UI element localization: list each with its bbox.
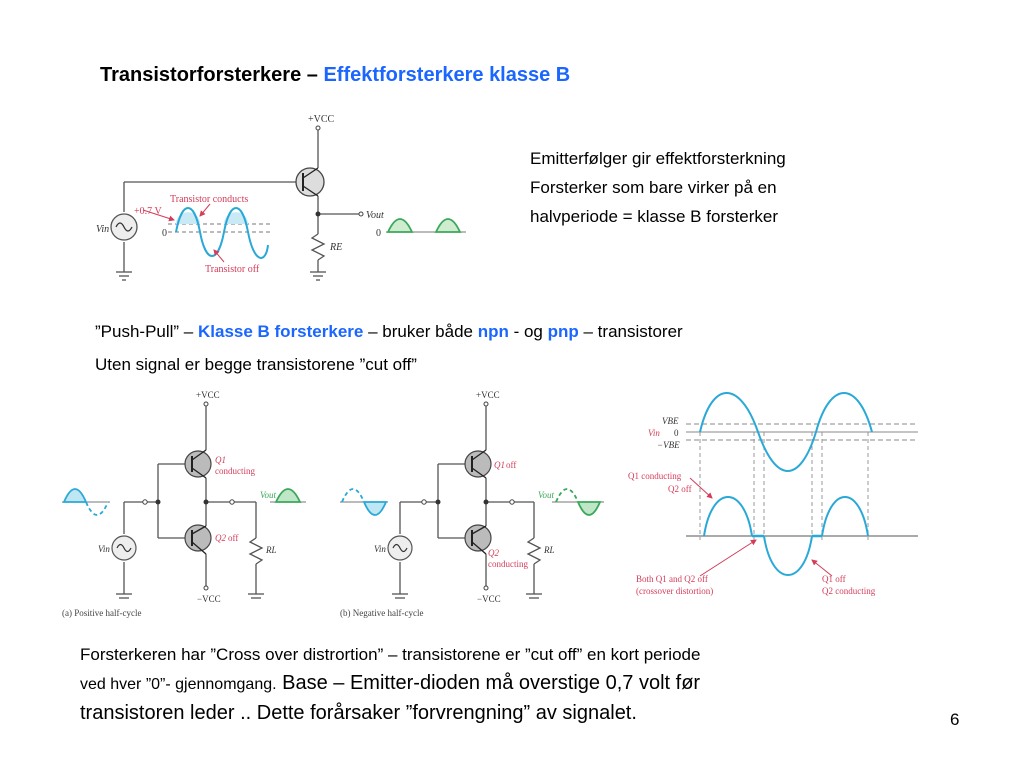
bottom-text: transistoren leder .. Dette forårsaker ”forvrengning” av signalet. — [80, 702, 637, 724]
q1-label: Q1 — [215, 455, 226, 465]
vcc-label: +VCC — [308, 114, 335, 125]
pp-highlight: npn — [477, 322, 509, 341]
push-pull-diagram-a — [116, 404, 264, 598]
pp-highlight: Klasse B forsterkere — [197, 322, 364, 341]
bottom-text: Forsterkeren har ”Cross over distrortion” – transistorene er ”cut off” en kort periode — [80, 645, 701, 664]
crossover-waveform-diagram — [686, 393, 918, 576]
intro-line: halvperiode = klasse B forsterker — [530, 207, 779, 226]
cutoff-line: Uten signal er begge transistorene ”cut off” — [95, 355, 417, 374]
neg-vcc-label: −VCC — [477, 594, 501, 604]
bottom-text: ved hver ”0”- gjennomgang. — [80, 676, 277, 693]
q1-off-label: Q1 off — [822, 574, 846, 584]
pp-text: – transistorer — [578, 322, 683, 341]
pp-text: - og — [508, 322, 548, 341]
intro-line: Emitterfølger gir effektforsterkning — [530, 149, 786, 168]
q2-state: conducting — [488, 559, 528, 569]
crossover-label: (crossover distortion) — [636, 586, 714, 596]
npn-transistor-icon — [465, 451, 491, 477]
q2-conducting-label: Q2 conducting — [822, 586, 876, 596]
vout-label: Vout — [366, 210, 384, 221]
vin-label: Vin — [96, 224, 110, 235]
page-number: 6 — [950, 710, 960, 729]
q2-label: Q2 — [215, 533, 226, 543]
pp-text: ”Push-Pull” – — [95, 322, 198, 341]
zero-label: 0 — [674, 428, 679, 438]
bottom-text: Base – Emitter-dioden må overstige 0,7 volt før — [276, 672, 701, 694]
transistor-icon — [296, 168, 324, 196]
title-prefix: Transistorforsterkere – — [100, 64, 324, 86]
caption-a: (a) Positive half-cycle — [62, 608, 142, 618]
vin-label: Vin — [98, 544, 110, 554]
pp-highlight: pnp — [547, 322, 579, 341]
vout-label: Vout — [260, 490, 277, 500]
pp-text: – bruker både — [363, 322, 478, 341]
npn-transistor-icon — [185, 451, 211, 477]
conducts-label: Transistor conducts — [170, 194, 249, 205]
intro-line: Forsterker som bare virker på en — [530, 178, 777, 197]
off-label: Transistor off — [205, 264, 260, 275]
rl-label: RL — [266, 545, 277, 555]
title-highlight: Effektforsterkere klasse B — [323, 64, 571, 86]
vcc-label: +VCC — [196, 390, 220, 400]
both-off-label: Both Q1 and Q2 off — [636, 574, 708, 584]
rl-label: RL — [544, 545, 555, 555]
vin-label: Vin — [374, 544, 386, 554]
threshold-label: +0.7 V — [134, 206, 162, 217]
zero-out-label: 0 — [376, 228, 381, 239]
vcc-label: +VCC — [476, 390, 500, 400]
q2-label: Q2 — [488, 548, 499, 558]
q2-state: off — [228, 533, 239, 543]
zero-label: 0 — [162, 228, 167, 239]
q1-label: Q1 — [494, 460, 505, 470]
q1-state: conducting — [215, 466, 255, 476]
re-label: RE — [330, 242, 343, 253]
vout-label: Vout — [538, 490, 555, 500]
caption-b: (b) Negative half-cycle — [340, 608, 424, 618]
neg-vbe-label: −VBE — [657, 440, 680, 450]
q2-off-label: Q2 off — [668, 484, 692, 494]
vbe-label: VBE — [662, 416, 679, 426]
q1-state: off — [506, 460, 517, 470]
q1-conducting-label: Q1 conducting — [628, 471, 682, 481]
vin-label: Vin — [648, 428, 660, 438]
neg-vcc-label: −VCC — [197, 594, 221, 604]
